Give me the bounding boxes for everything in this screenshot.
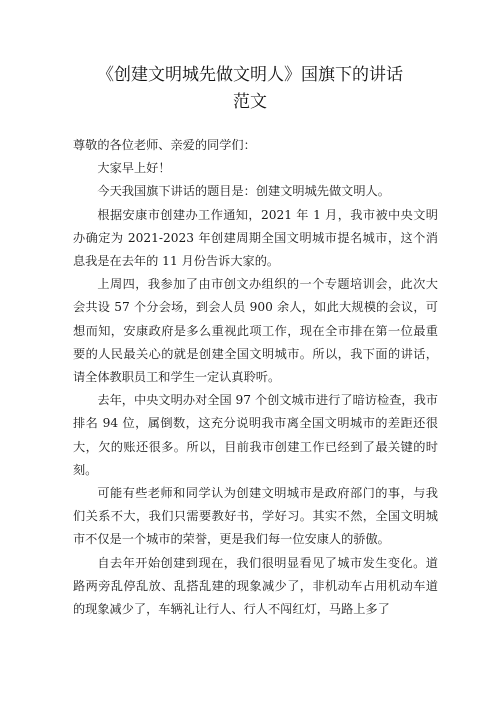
document-title: 《创建文明城先做文明人》国旗下的讲话 [97, 65, 403, 85]
paragraph: 自去年开始创建到现在，我们很明显看见了城市发生变化。道路两旁乱停乱放、乱搭乱建的现象减少了，非机动车占用机动车道的现象减少了，车辆礼让行人、行人不闯红灯，马路上多了 [73, 555, 438, 617]
paragraph: 今天我国旗下讲话的题目是：创建文明城先做文明人。 [97, 184, 390, 199]
paragraph: 上周四，我参加了由市创文办组织的一个专题培训会，此次大会共设 57 个分会场，到会人员 900 余人，如此大规模的会议，可想而知，安康政府是多么重视此项工作，现在全市排在第一位最重要的人民最关心的就是创建全国文明城市。所以，我下面的讲话，请全体教职员工和学生一定认真聆听。 [73, 277, 438, 385]
paragraph: 大家早上好！ [97, 161, 171, 176]
salutation: 尊敬的各位老师、亲爱的同学们： [73, 138, 256, 152]
document-body [73, 134, 438, 621]
paragraph: 根据安康市创建办工作通知，2021 年 1 月，我市被中央文明办确定为 2021-2023 年创建周期全国文明城市提名城市，这个消息我是在去年的 11 月份告诉大家的。 [73, 207, 438, 269]
paragraph: 可能有些老师和同学认为创建文明城市是政府部门的事，与我们关系不大，我们只需要教好书，学好习。其实不然，全国文明城市不仅是一个城市的荣誉，更是我们每一位安康人的骄傲。 [73, 486, 438, 547]
document-title-subtitle: 范文 [233, 92, 267, 112]
paragraph: 去年，中央文明办对全国 97 个创文城市进行了暗访检查，我市排名 94 位，属倒数，这充分说明我市离全国文明城市的差距还很大，欠的账还很多。所以，目前我市创建工作已经到了最关键的时刻。 [73, 393, 438, 477]
